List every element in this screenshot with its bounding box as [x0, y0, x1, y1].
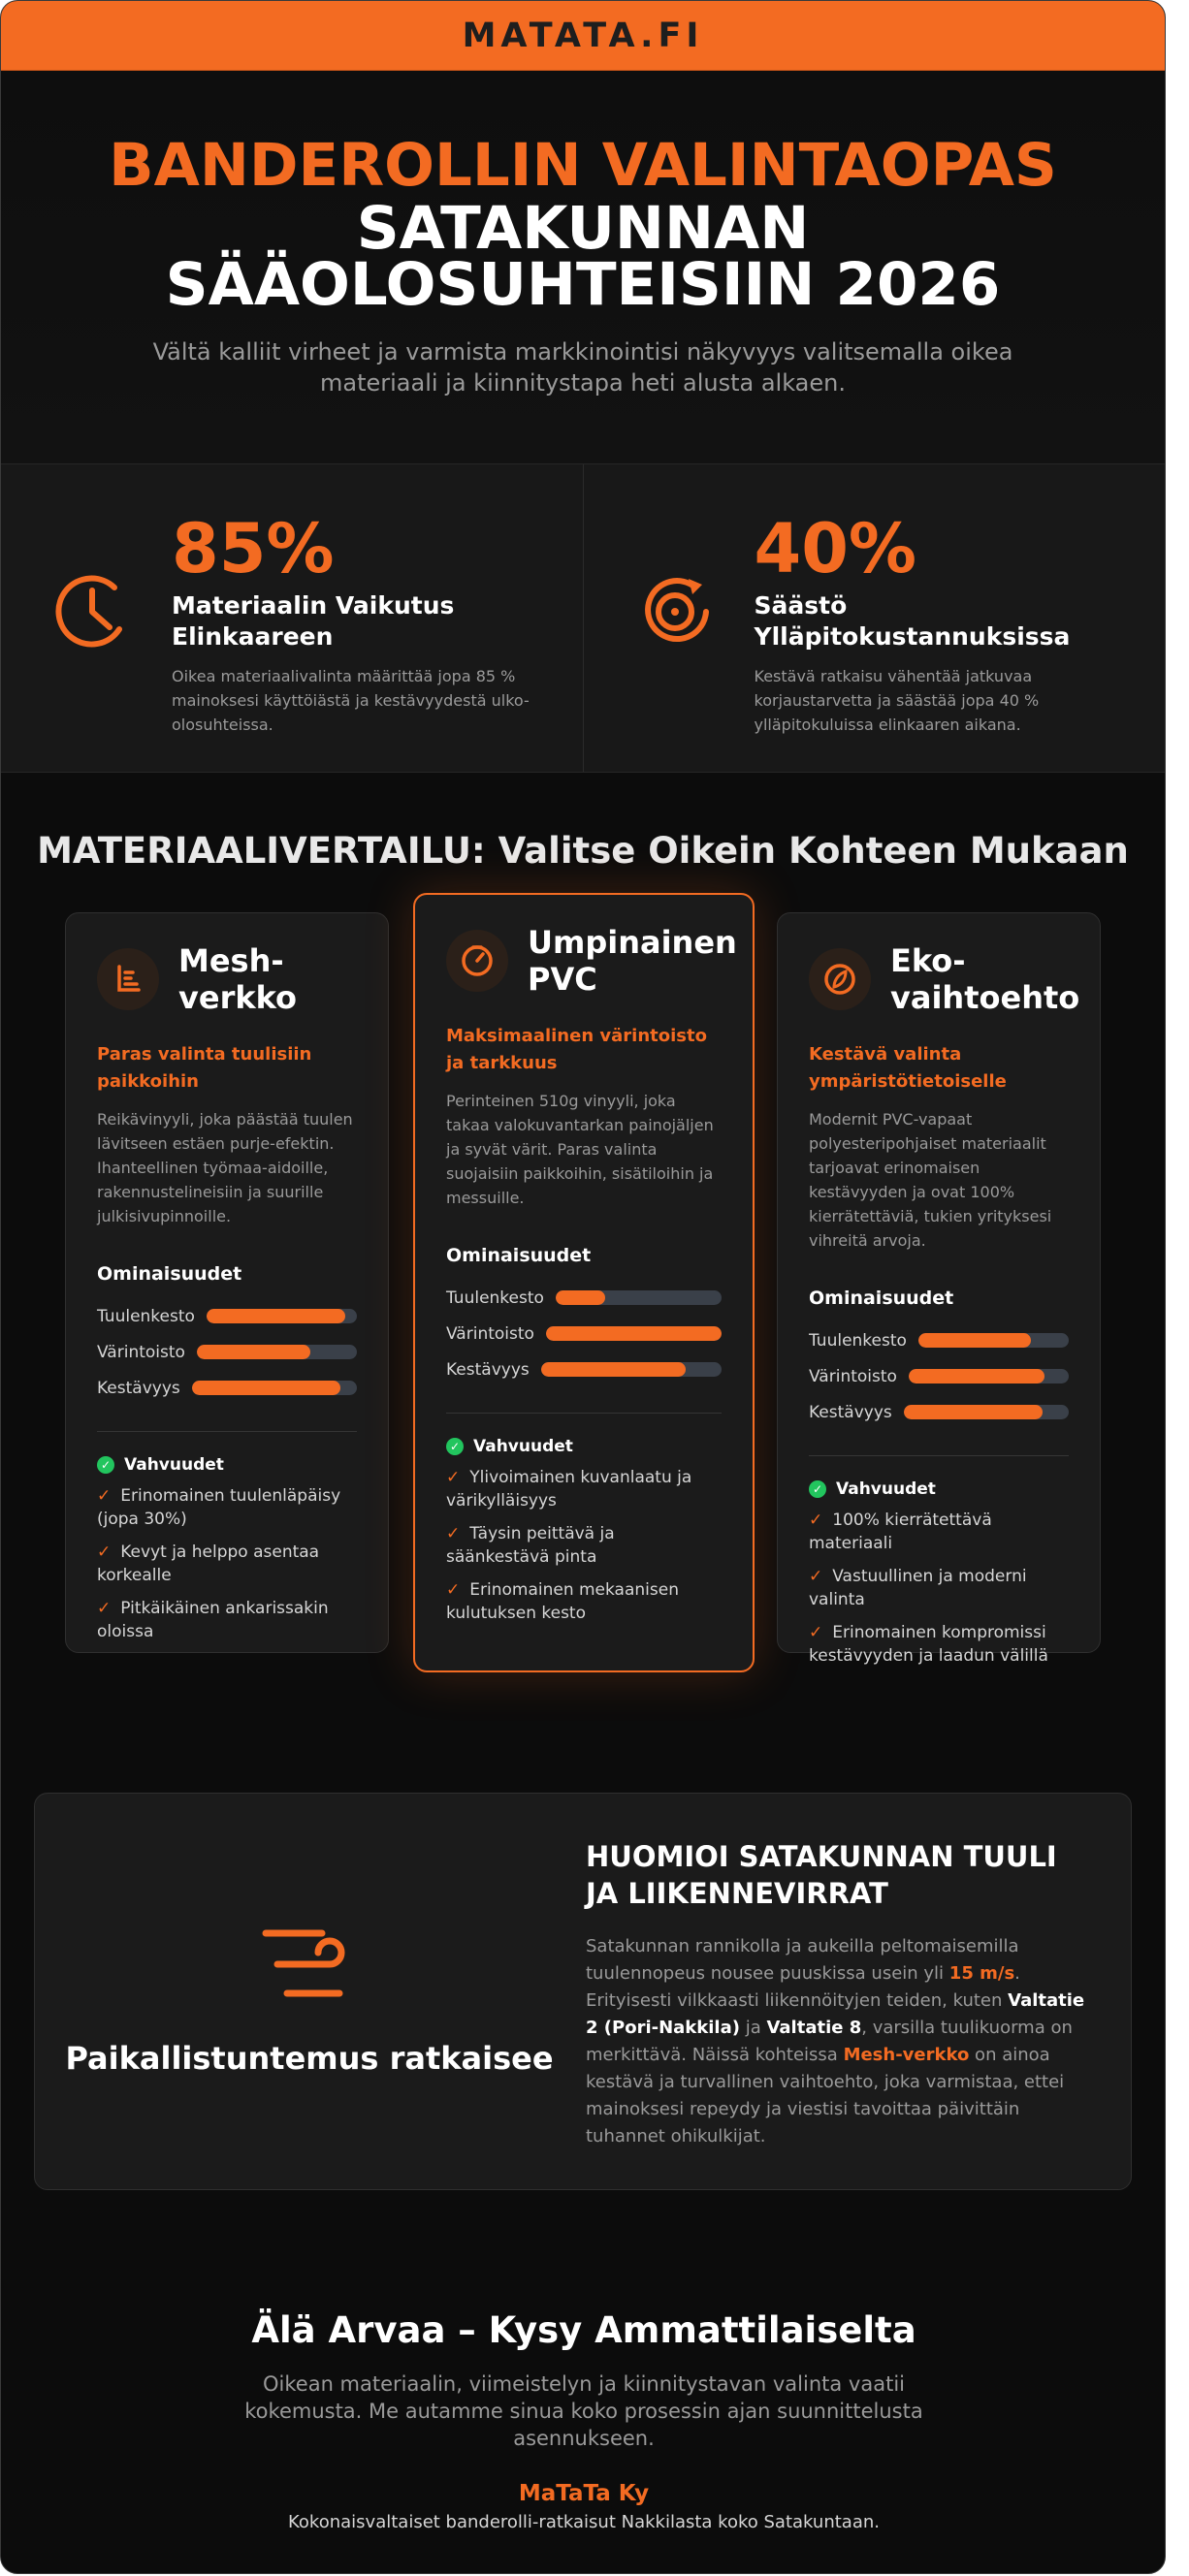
checkmark-icon: ✓ — [809, 1623, 823, 1642]
card-divider — [809, 1455, 1069, 1456]
pros-heading — [446, 1437, 722, 1456]
pro-item — [446, 1578, 722, 1625]
clock-icon — [55, 571, 135, 651]
checkmark-icon: ✓ — [809, 1511, 823, 1530]
local-text-part: Satakunnan rannikolla ja aukeilla peltomaisemilla tuulennopeus nousee puuskissa usein yli — [586, 1936, 1019, 1984]
property-bar-track — [546, 1326, 722, 1341]
property-label: Värintoisto — [446, 1323, 534, 1344]
card-header — [809, 942, 1080, 1016]
property-bar-track — [207, 1309, 357, 1323]
local-text-part: on ainoa kestävä ja turvallinen vaihtoehto, joka varmistaa, ettei mainoksesi repeydy ja viestisi tavoittaa päivittäin tuhannet ohikulkijat. — [586, 2045, 1065, 2147]
property-bar-track — [197, 1345, 357, 1359]
local-text-part: . Erityisesti vilkkaasti liikennöityjen teiden, kuten — [586, 1963, 1020, 2011]
road-highlight: Valtatie 8 — [766, 2018, 862, 2038]
property-row — [809, 1322, 1069, 1358]
properties-heading: Ominaisuudet — [97, 1263, 242, 1285]
property-bars — [446, 1280, 722, 1387]
property-label: Tuulenkesto — [446, 1288, 544, 1308]
property-label: Tuulenkesto — [97, 1306, 195, 1326]
property-bar-fill — [546, 1326, 722, 1341]
properties-heading: Ominaisuudet — [446, 1245, 592, 1266]
property-label: Kestävyys — [809, 1402, 892, 1422]
wind-icon — [262, 1924, 363, 2011]
checkmark-icon: ✓ — [97, 1542, 112, 1562]
card-description: Modernit PVC-vapaat polyesteripohjaiset materiaalit tarjoavat erinomaisen kestävyyden ja ovat 100% kierrätettäviä, tukien yrityksesi vihreitä arvoja. — [809, 1110, 1052, 1250]
material-card-pvc[interactable] — [413, 893, 755, 1672]
property-bar-track — [918, 1333, 1069, 1348]
card-divider — [446, 1413, 722, 1414]
page-title-line3: SÄÄOLOSUHTEISIIN 2026 — [165, 250, 1001, 319]
material-card-mesh[interactable] — [65, 912, 389, 1653]
property-bar-fill — [556, 1290, 605, 1305]
mesh-icon — [97, 948, 159, 1010]
property-bar-fill — [192, 1381, 340, 1395]
page-title-line2: SATAKUNNAN — [356, 194, 810, 263]
property-row — [446, 1316, 722, 1352]
checkmark-icon: ✓ — [446, 1468, 461, 1487]
card-tagline: Maksimaalinen värintoisto ja tarkkuus — [446, 1026, 707, 1073]
checkmark-icon: ✓ — [809, 1567, 823, 1586]
target-icon — [638, 571, 718, 651]
property-bar-track — [556, 1290, 722, 1305]
card-header — [97, 942, 357, 1016]
property-bar-track — [904, 1405, 1069, 1419]
pro-text: Ylivoimainen kuvanlaatu ja värikylläisyys — [446, 1468, 692, 1511]
stat-label: Materiaalin Vaikutus Elinkaareen — [172, 591, 455, 651]
stat-card-savings — [583, 464, 1166, 772]
property-label: Kestävyys — [446, 1359, 530, 1380]
local-text — [586, 1933, 1090, 2150]
property-row — [97, 1370, 357, 1406]
local-content — [586, 1838, 1090, 2150]
material-highlight: Mesh-verkko — [843, 2045, 970, 2065]
local-knowledge-section — [34, 1793, 1132, 2190]
stat-description: Kestävä ratkaisu vähentää jatkuvaa korjaustarvetta ja säästää jopa 40 % ylläpitokuluissa elinkaaren aikana. — [754, 667, 1040, 734]
comparison-title: MATERIAALIVERTAILU: Valitse Oikein Kohteen Mukaan — [37, 830, 1129, 872]
check-circle-icon: ✓ — [97, 1456, 114, 1474]
leaf-icon — [809, 948, 871, 1010]
material-card-eco[interactable] — [777, 912, 1101, 1666]
pro-item — [809, 1621, 1069, 1668]
wind-speed-highlight: 15 m/s — [948, 1963, 1015, 1984]
local-text-part: , varsilla tuulikuorma on merkittävä. Näissä kohteissa — [586, 2018, 1073, 2065]
card-title: Umpinainen PVC — [528, 924, 737, 998]
pro-text: Kevyt ja helppo asentaa korkealle — [97, 1542, 320, 1585]
pro-text: 100% kierrätettävä materiaali — [809, 1511, 992, 1553]
stat-value: 40% — [754, 509, 917, 588]
pro-item — [809, 1565, 1069, 1611]
pros-heading-label: Vahvuudet — [473, 1437, 573, 1456]
stat-value: 85% — [172, 509, 335, 588]
pro-item — [97, 1484, 357, 1531]
pro-text: Täysin peittävä ja säänkestävä pinta — [446, 1524, 615, 1567]
page-title — [1, 131, 1165, 319]
property-row — [97, 1334, 357, 1370]
checkmark-icon: ✓ — [446, 1580, 461, 1600]
card-description: Perinteinen 510g vinyyli, joka takaa valokuvantarkan painojäljen ja syvät värit. Paras valinta suojaisiin paikkoihin, sisätiloihin ja messuille. — [446, 1092, 714, 1207]
card-description: Reikävinyyli, joka päästää tuulen lävitseen estäen purje-efektin. Ihanteellinen työmaa-aidoille, rakennustelineisiin ja suurille julkisivupinnoille. — [97, 1110, 353, 1225]
property-bar-fill — [909, 1369, 1044, 1383]
property-label: Tuulenkesto — [809, 1330, 907, 1351]
property-row — [809, 1358, 1069, 1394]
property-bar-fill — [197, 1345, 310, 1359]
card-tagline: Kestävä valinta ympäristötietoiselle — [809, 1044, 1007, 1092]
property-bars — [97, 1298, 357, 1406]
pro-item — [809, 1509, 1069, 1555]
property-label: Värintoisto — [97, 1342, 185, 1362]
pro-item — [97, 1541, 357, 1587]
local-left-title: Paikallistuntemus ratkaisee — [65, 2040, 554, 2077]
property-bar-fill — [207, 1309, 345, 1323]
property-row — [446, 1280, 722, 1316]
pro-text: Pitkäikäinen ankarissakin oloissa — [97, 1599, 329, 1641]
property-row — [446, 1352, 722, 1387]
property-row — [809, 1394, 1069, 1430]
pro-item — [446, 1466, 722, 1512]
property-bars — [809, 1322, 1069, 1430]
page-title-line1: BANDEROLLIN VALINTAOPAS — [109, 131, 1057, 200]
property-bar-track — [192, 1381, 357, 1395]
pro-item — [446, 1522, 722, 1569]
cta-section — [1, 2308, 1166, 2532]
pros-heading — [97, 1455, 357, 1475]
cta-text: Oikean materiaalin, viimeistelyn ja kiinnitystavan valinta vaatii kokemusta. Me autamme sinua koko prosessin ajan suunnittelusta asennukseen. — [244, 2372, 923, 2450]
brand-logo[interactable]: MATATA.FI — [462, 16, 704, 55]
pro-text: Vastuullinen ja moderni valinta — [809, 1567, 1027, 1609]
check-circle-icon: ✓ — [446, 1438, 464, 1455]
stat-description: Oikea materiaalivalinta määrittää jopa 85 % mainoksesi käyttöiästä ja kestävyydestä ulko-olosuhteissa. — [172, 667, 530, 734]
check-circle-icon: ✓ — [809, 1480, 826, 1498]
gauge-icon — [446, 930, 508, 992]
property-label: Kestävyys — [97, 1378, 180, 1398]
hero-section — [1, 71, 1165, 464]
card-header — [446, 924, 737, 998]
pro-item — [97, 1597, 357, 1643]
property-bar-track — [909, 1369, 1069, 1383]
pros-heading-label: Vahvuudet — [836, 1479, 936, 1499]
property-bar-fill — [918, 1333, 1031, 1348]
checkmark-icon: ✓ — [97, 1486, 112, 1506]
pro-text: Erinomainen mekaanisen kulutuksen kesto — [446, 1580, 679, 1623]
company-name[interactable]: MaTaTa Ky — [518, 2481, 650, 2506]
company-tagline: Kokonaisvaltaiset banderolli-ratkaisut Nakkilasta koko Satakuntaan. — [288, 2512, 880, 2532]
local-text-part: ja — [739, 2018, 767, 2038]
local-title: HUOMIOI SATAKUNNAN TUULI JA LIIKENNEVIRRAT — [586, 1840, 1057, 1910]
card-title: Mesh-verkko — [178, 942, 298, 1016]
card-title: Eko-vaihtoehto — [890, 942, 1080, 1016]
pro-text: Erinomainen kompromissi kestävyyden ja laadun välillä — [809, 1623, 1048, 1666]
checkmark-icon: ✓ — [446, 1524, 461, 1543]
stats-section — [1, 464, 1165, 773]
card-divider — [97, 1431, 357, 1432]
property-bar-track — [541, 1362, 722, 1377]
card-tagline: Paras valinta tuulisiin paikkoihin — [97, 1044, 312, 1092]
comparison-cards — [1, 874, 1165, 1717]
hero-subtitle: Vältä kalliit virheet ja varmista markkinointisi näkyvyys valitsemalla oikea materiaali ja kiinnitystapa heti alusta alkaen. — [152, 338, 1013, 397]
top-bar — [1, 1, 1165, 71]
checkmark-icon: ✓ — [97, 1599, 112, 1618]
properties-heading: Ominaisuudet — [809, 1288, 954, 1309]
stat-label: Säästö Ylläpitokustannuksissa — [754, 591, 1071, 651]
property-bar-fill — [904, 1405, 1043, 1419]
pro-text: Erinomainen tuulenläpäisy (jopa 30%) — [97, 1486, 341, 1529]
property-row — [97, 1298, 357, 1334]
road-highlight: Valtatie 2 (Pori-Nakkila) — [586, 1990, 1085, 2038]
pros-heading — [809, 1479, 1069, 1499]
stat-card-lifecycle — [1, 464, 583, 772]
pros-heading-label: Vahvuudet — [124, 1455, 224, 1475]
property-label: Värintoisto — [809, 1366, 897, 1386]
property-bar-fill — [541, 1362, 686, 1377]
cta-title: Älä Arvaa – Kysy Ammattilaiselta — [251, 2309, 916, 2351]
